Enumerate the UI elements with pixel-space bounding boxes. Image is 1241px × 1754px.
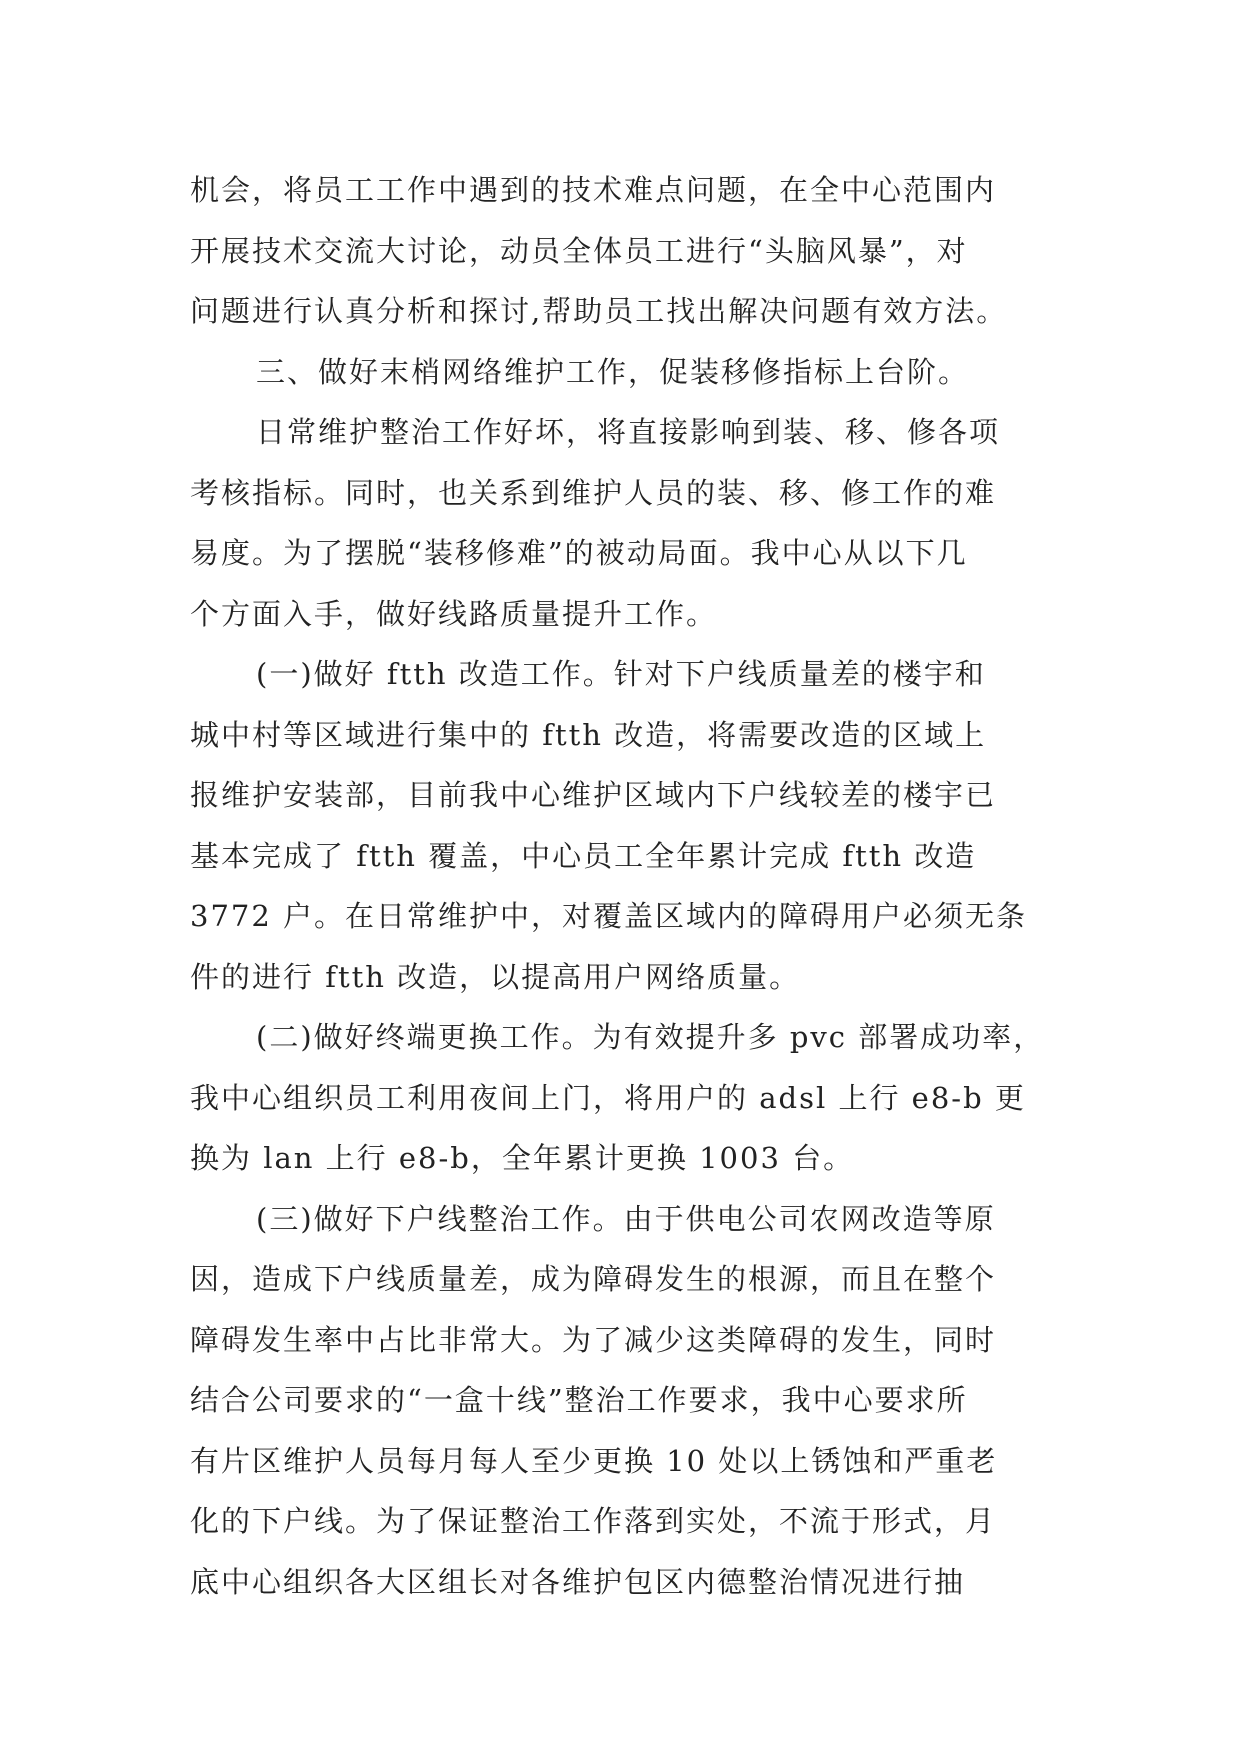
text-line: 个方面入手，做好线路质量提升工作。 — [190, 596, 718, 631]
text-line: 基本完成了 ftth 覆盖，中心员工全年累计完成 ftth 改造 — [190, 838, 977, 873]
text-line: 开展技术交流大讨论，动员全体员工进行“头脑风暴”，对 — [190, 233, 968, 268]
text-line: 结合公司要求的“一盒十线”整治工作要求，我中心要求所 — [190, 1383, 968, 1417]
text-line: 城中村等区域进行集中的 ftth 改造，将需要改造的区域上 — [190, 717, 987, 752]
text-line: 障碍发生率中占比非常大。为了减少这类障碍的发生，同时 — [190, 1322, 997, 1357]
text-line: 报维护安装部，目前我中心维护区域内下户线较差的楼宇已 — [190, 778, 997, 812]
text-line: 化的下户线。为了保证整治工作落到实处，不流于形式，月 — [190, 1504, 997, 1538]
paragraph-start-line: (一)做好 ftth 改造工作。针对下户线质量差的楼宇和 — [256, 657, 986, 691]
text-line: 问题进行认真分析和探讨,帮助员工找出解决问题有效方法。 — [190, 294, 1008, 328]
text-line: 有片区维护人员每月每人至少更换 10 处以上锈蚀和严重老 — [190, 1443, 998, 1478]
body-text — [190, 160, 1070, 1612]
paragraph-start-line: (二)做好终端更换工作。为有效提升多 pvc 部署成功率， — [256, 1020, 1045, 1054]
text-line: 3772 户。在日常维护中，对覆盖区域内的障碍用户必须无条 — [190, 899, 1028, 933]
text-line: 考核指标。同时，也关系到维护人员的装、移、修工作的难 — [190, 475, 997, 510]
text-line: 我中心组织员工利用夜间上门，将用户的 adsl 上行 e8-b 更 — [190, 1080, 1026, 1115]
text-line: 因，造成下户线质量差，成为障碍发生的根源，而且在整个 — [190, 1262, 997, 1296]
text-line: 换为 lan 上行 e8-b，全年累计更换 1003 台。 — [190, 1141, 855, 1175]
section-heading: 三、做好末梢网络维护工作，促装移修指标上台阶。 — [256, 354, 970, 389]
text-line: 易度。为了摆脱“装移修难”的被动局面。我中心从以下几 — [190, 536, 968, 570]
paragraph-start-line: 日常维护整治工作好坏，将直接影响到装、移、修各项 — [256, 415, 1001, 449]
paragraph-start-line: (三)做好下户线整治工作。由于供电公司农网改造等原 — [256, 1201, 996, 1236]
text-line: 底中心组织各大区组长对各维护包区内德整治情况进行抽 — [190, 1564, 966, 1599]
text-line: 机会，将员工工作中遇到的技术难点问题，在全中心范围内 — [190, 173, 997, 207]
text-line: 件的进行 ftth 改造，以提高用户网络质量。 — [190, 959, 801, 994]
